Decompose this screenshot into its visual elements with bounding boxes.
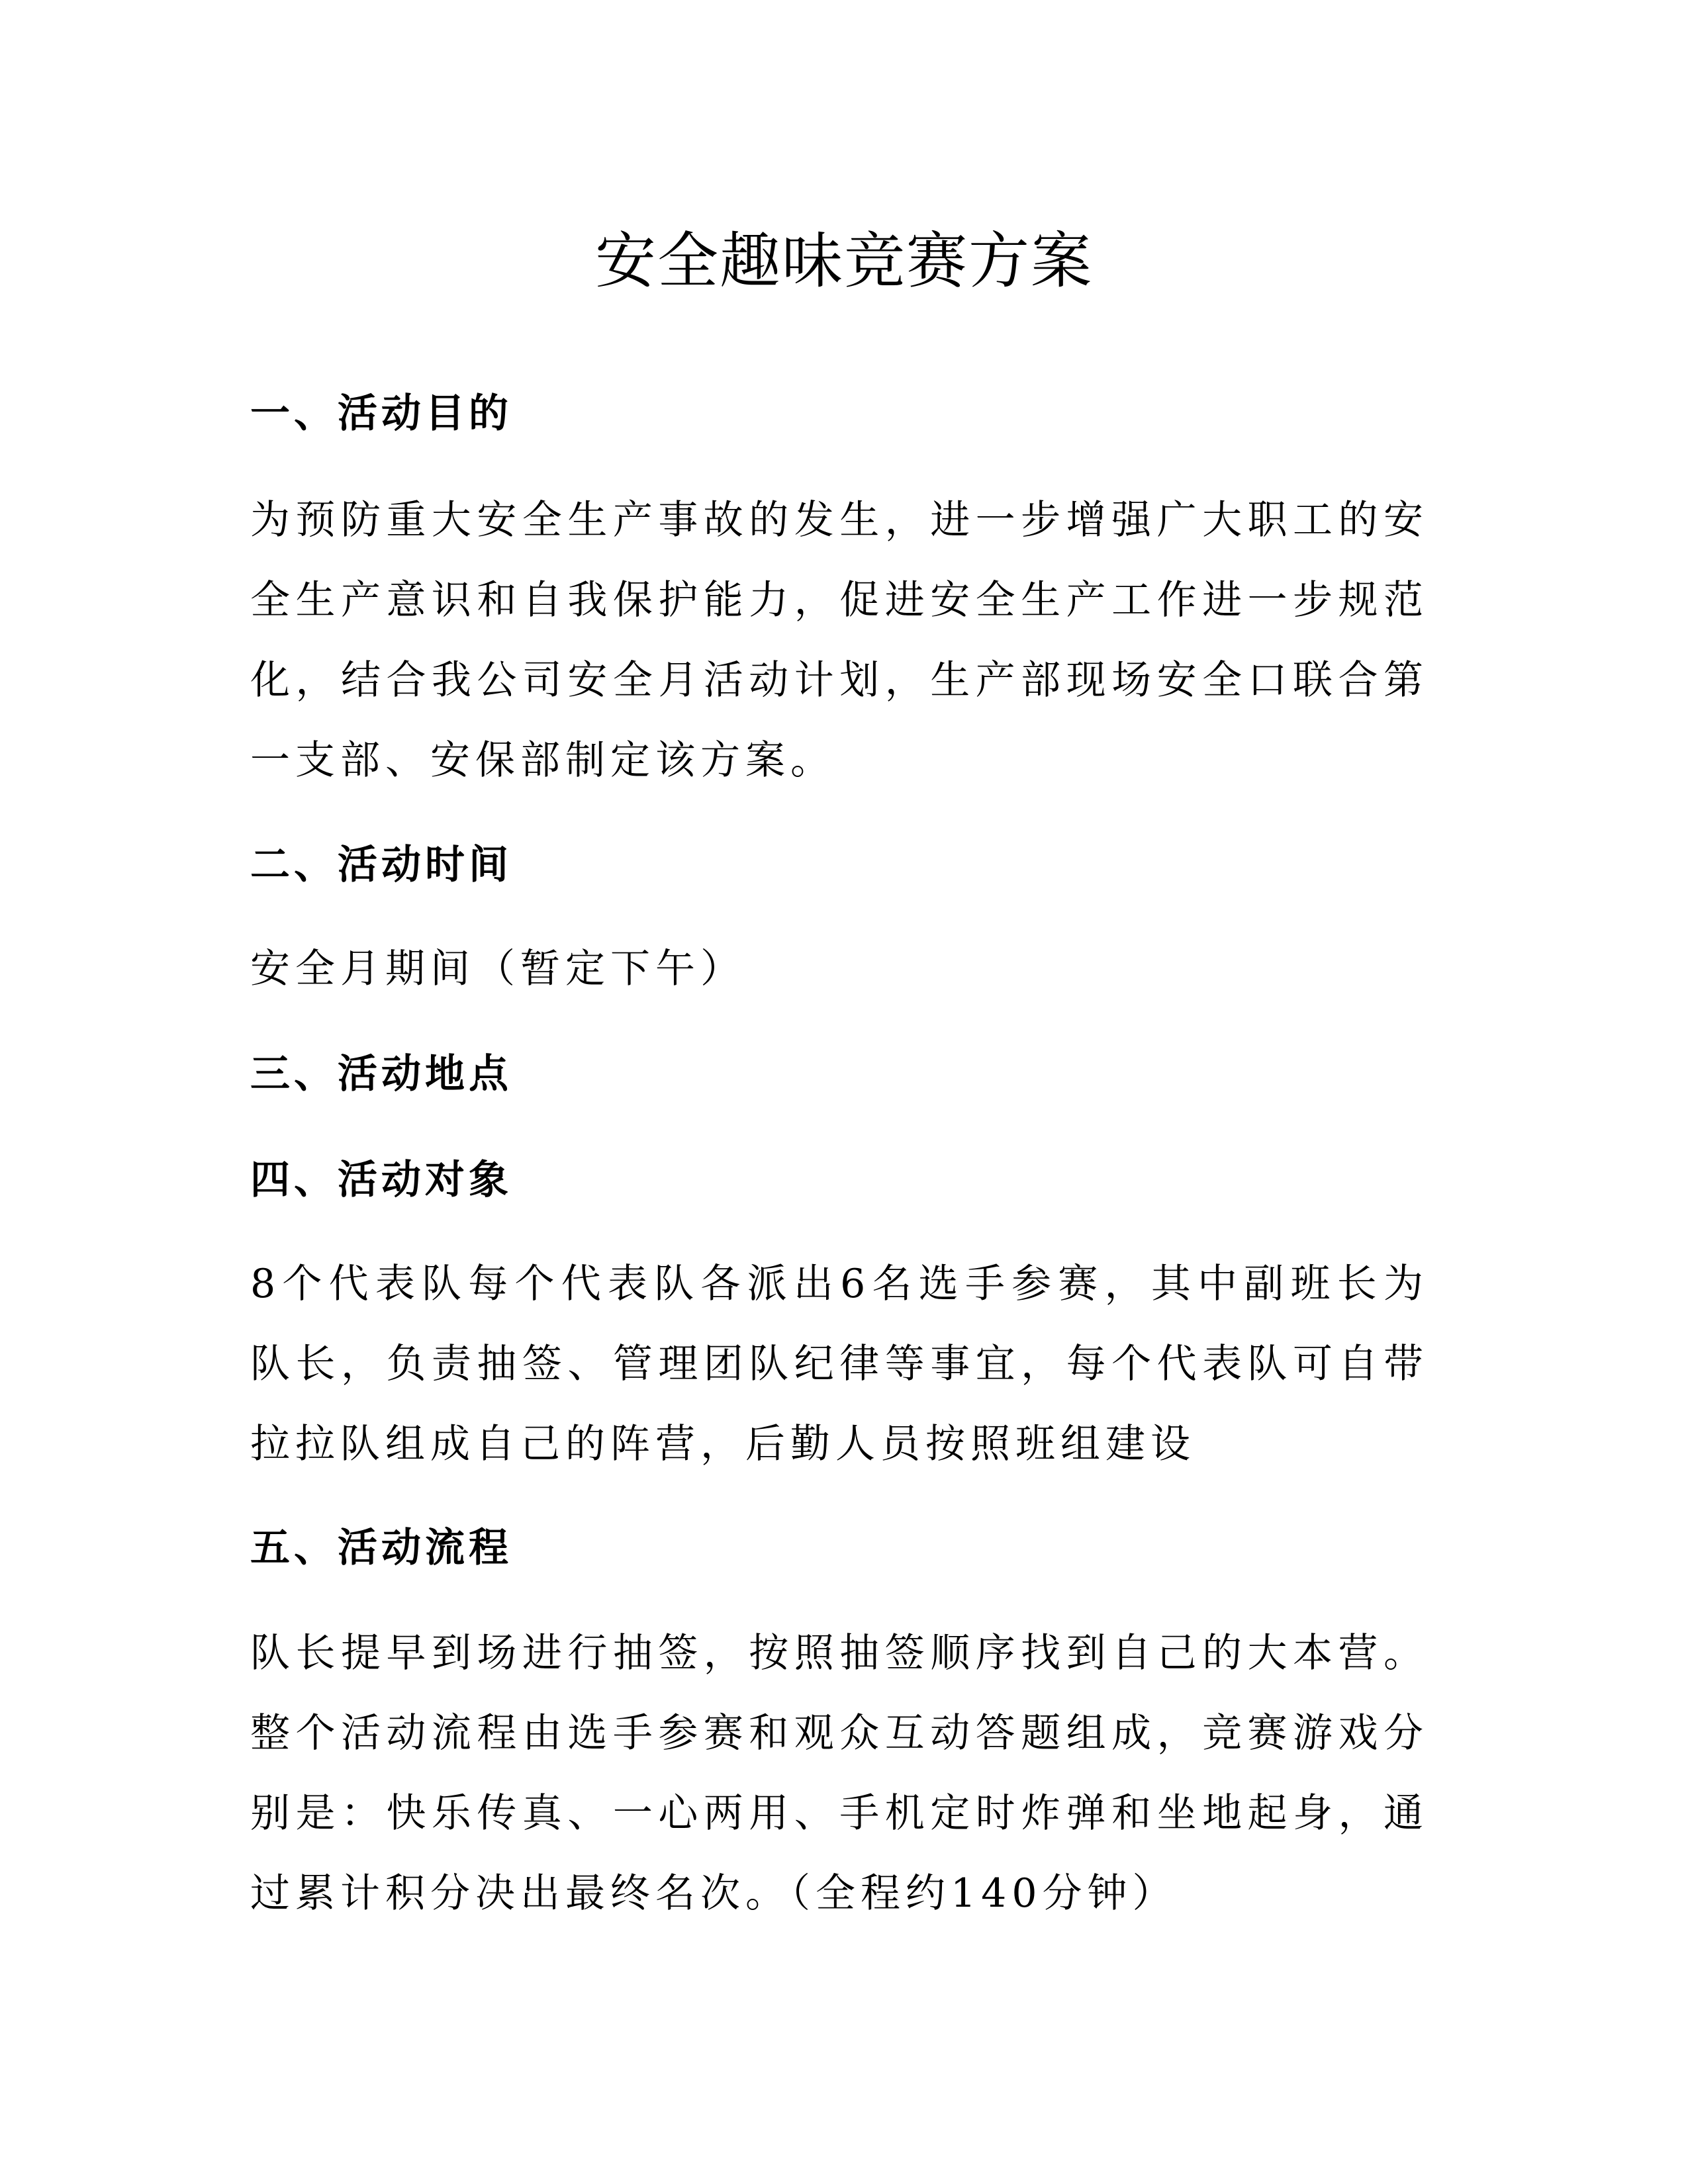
section-heading-time: 二、活动时间 <box>250 842 512 888</box>
section-heading-process: 五、活动流程 <box>250 1525 512 1571</box>
section-heading-location: 三、活动地点 <box>250 1051 512 1097</box>
section-body-time: 安全月期间（暂定下午） <box>250 946 745 992</box>
section-body-participants: 8个代表队每个代表队各派出6名选手参赛，其中副班长为队长，负责抽签、管理团队纪律等事宜，每个代表队可自带拉拉队组成自己的阵营，后勤人员按照班组建设 <box>250 1261 1429 1467</box>
section-body-purpose: 为预防重大安全生产事故的发生，进一步增强广大职工的安全生产意识和自我保护能力，促进安全生产工作进一步规范化，结合我公司安全月活动计划，生产部现场安全口联合第一支部、安保部制定该方案。 <box>250 497 1429 784</box>
document-title: 安全趣味竞赛方案 <box>594 226 1093 296</box>
section-heading-participants: 四、活动对象 <box>250 1157 512 1203</box>
section-body-process: 队长提早到场进行抽签，按照抽签顺序找到自己的大本营。整个活动流程由选手参赛和观众互动答题组成，竞赛游戏分别是：快乐传真、一心两用、手机定时炸弹和坐地起身，通过累计积分决出最终名次。（全程约140分钟） <box>250 1630 1429 1917</box>
section-heading-purpose: 一、活动目的 <box>250 390 512 437</box>
